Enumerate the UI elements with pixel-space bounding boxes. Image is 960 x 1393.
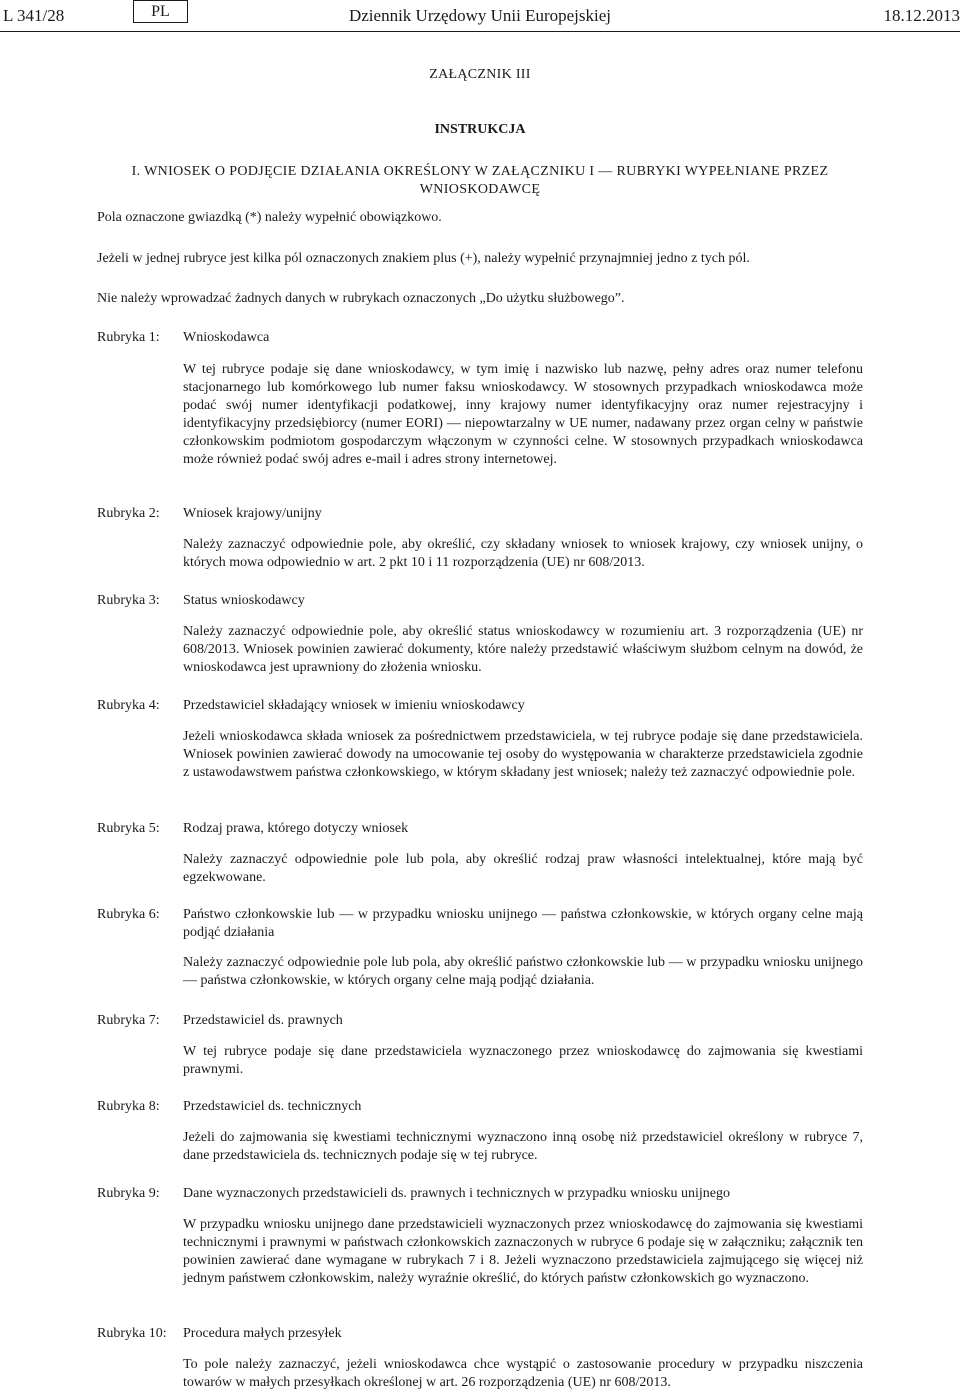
box-text: Należy zaznaczyć odpowiednie pole, aby określić status wnioskodawcy w rozumieniu art. 3 rozporządzenia (UE) nr 608/2013. Wniosek powinien zawierać dokumenty, które należy przedstawić właściwym służbom celnym na dowód, że wnioskodawca jest uprawniony do złożenia wniosku. [183,624,863,675]
box-text: To pole należy zaznaczyć, jeżeli wnioskodawca chce wystąpić o zastosowanie procedury w przypadku niszczenia towarów w małych przesyłkach określonej w art. 26 rozporządzenia (UE) nr 608/2013. [183,1357,863,1390]
section-title: I. WNIOSEK O PODJĘCIE DZIAŁANIA OKREŚLONY W ZAŁĄCZNIKU I — RUBRYKI WYPEŁNIANE PRZEZ WNIOSKODAWCĘ [131,164,829,197]
box-heading: Wniosek krajowy/unijny [183,506,322,521]
annex-title: ZAŁĄCZNIK III [429,67,531,82]
box-label: Rubryka 1: [97,330,160,345]
box-text: W przypadku wniosku unijnego dane przedstawicieli wyznaczonych przez wnioskodawcę do zajmowania się kwestiami technicznymi i prawnymi w państwach członkowskich zaznaczonych w rubryce 6 podaje się w załączniku; załącznik ten powinien zawierać dane wymagane w rubrykach 7 i 8. Jeżeli wyznaczono przedstawiciela zajmującego się więcej niż jednym państwem członkowskim, należy wyraźnie określić, do których państw członkowskich go wyznaczono. [183,1217,863,1286]
box-label: Rubryka 4: [97,698,160,713]
box-heading: Państwo członkowskie lub — w przypadku wniosku unijnego — państwa członkowskie, w których organy celne mają podjąć działania [183,907,863,940]
box-text: W tej rubryce podaje się dane wnioskodawcy, w tym imię i nazwisko lub nazwę, pełny adres oraz numer telefonu stacjonarnego lub komórkowego lub numer faksu wnioskodawcy. W stosownych przypadkach wnioskodawca może podać swój numer identyfikacji podatkowej, inny krajowy numer identyfikacyjny oraz numer rejestracyjny i identyfikacyjny przedsiębiorcy (numer EORI) — niepowtarzalny w UE numer, nadawany przez organ celny w państwie członkowskim podmiotom gospodarczym włączonym w czynności celne. W stosownych przypadkach wnioskodawca może również podać swój adres e-mail i adres strony internetowej. [183,362,863,467]
box-text: Jeżeli do zajmowania się kwestiami technicznymi wyznaczono inną osobę niż przedstawiciel określony w rubryce 7, dane przedstawiciela ds. technicznych podaje się w tej rubryce. [183,1130,863,1163]
box-label: Rubryka 7: [97,1013,160,1028]
box-text: W tej rubryce podaje się dane przedstawiciela wyznaczonego przez wnioskodawcę do zajmowania się kwestiami prawnymi. [183,1044,863,1077]
box-label: Rubryka 2: [97,506,160,521]
box-label: Rubryka 6: [97,907,160,922]
page-reference: L 341/28 [3,6,65,25]
journal-title: Dziennik Urzędowy Unii Europejskiej [348,6,611,25]
intro-paragraph: Pola oznaczone gwiazdką (*) należy wypełnić obowiązkowo. [97,210,442,225]
instructions-title: INSTRUKCJA [434,122,526,137]
intro-paragraph: Nie należy wprowadzać żadnych danych w rubrykach oznaczonych „Do użytku służbowego”. [97,291,625,306]
box-heading: Status wnioskodawcy [183,593,305,608]
box-label: Rubryka 9: [97,1186,160,1201]
box-text: Należy zaznaczyć odpowiednie pole lub pola, aby określić państwo członkowskie lub — w przypadku wniosku unijnego — państwa członkowskie, w których organy celne mają podjąć działania. [183,955,863,988]
page-header [0,0,960,28]
box-heading: Wnioskodawca [183,330,270,345]
publication-date: 18.12.2013 [883,6,960,25]
box-heading: Procedura małych przesyłek [183,1326,342,1341]
box-label: Rubryka 5: [97,821,160,836]
box-heading: Przedstawiciel ds. prawnych [183,1013,343,1028]
box-heading: Rodzaj prawa, którego dotyczy wniosek [183,821,409,836]
box-heading: Przedstawiciel ds. technicznych [183,1099,362,1114]
box-label: Rubryka 3: [97,593,160,608]
box-text: Należy zaznaczyć odpowiednie pole, aby określić, czy składany wniosek to wniosek krajowy, czy wniosek unijny, o których mowa odpowiednio w art. 2 pkt 10 i 11 rozporządzenia (UE) nr 608/2013. [183,537,863,570]
box-heading: Dane wyznaczonych przedstawicieli ds. prawnych i technicznych w przypadku wniosku unijnego [183,1186,730,1201]
box-text: Należy zaznaczyć odpowiednie pole lub pola, aby określić rodzaj praw własności intelektualnej, które mają być egzekwowane. [183,852,863,885]
box-text: Jeżeli wnioskodawca składa wniosek za pośrednictwem przedstawiciela, w tej rubryce podaje się dane przedstawiciela. Wniosek powinien zawierać dowody na umocowanie tej osoby do występowania w charakterze przedstawiciela zgodnie z ustawodawstwem państwa członkowskiego, w którym składany jest wniosek; należy też zaznaczyć odpowiednie pole. [183,729,863,780]
header-divider [0,31,960,32]
box-label: Rubryka 10: [97,1326,167,1341]
intro-paragraph: Jeżeli w jednej rubryce jest kilka pól oznaczonych znakiem plus (+), należy wypełnić przynajmniej jedno z tych pól. [97,251,750,266]
box-label: Rubryka 8: [97,1099,160,1114]
language-badge: PL [133,0,188,23]
box-heading: Przedstawiciel składający wniosek w imieniu wnioskodawcy [183,698,525,713]
